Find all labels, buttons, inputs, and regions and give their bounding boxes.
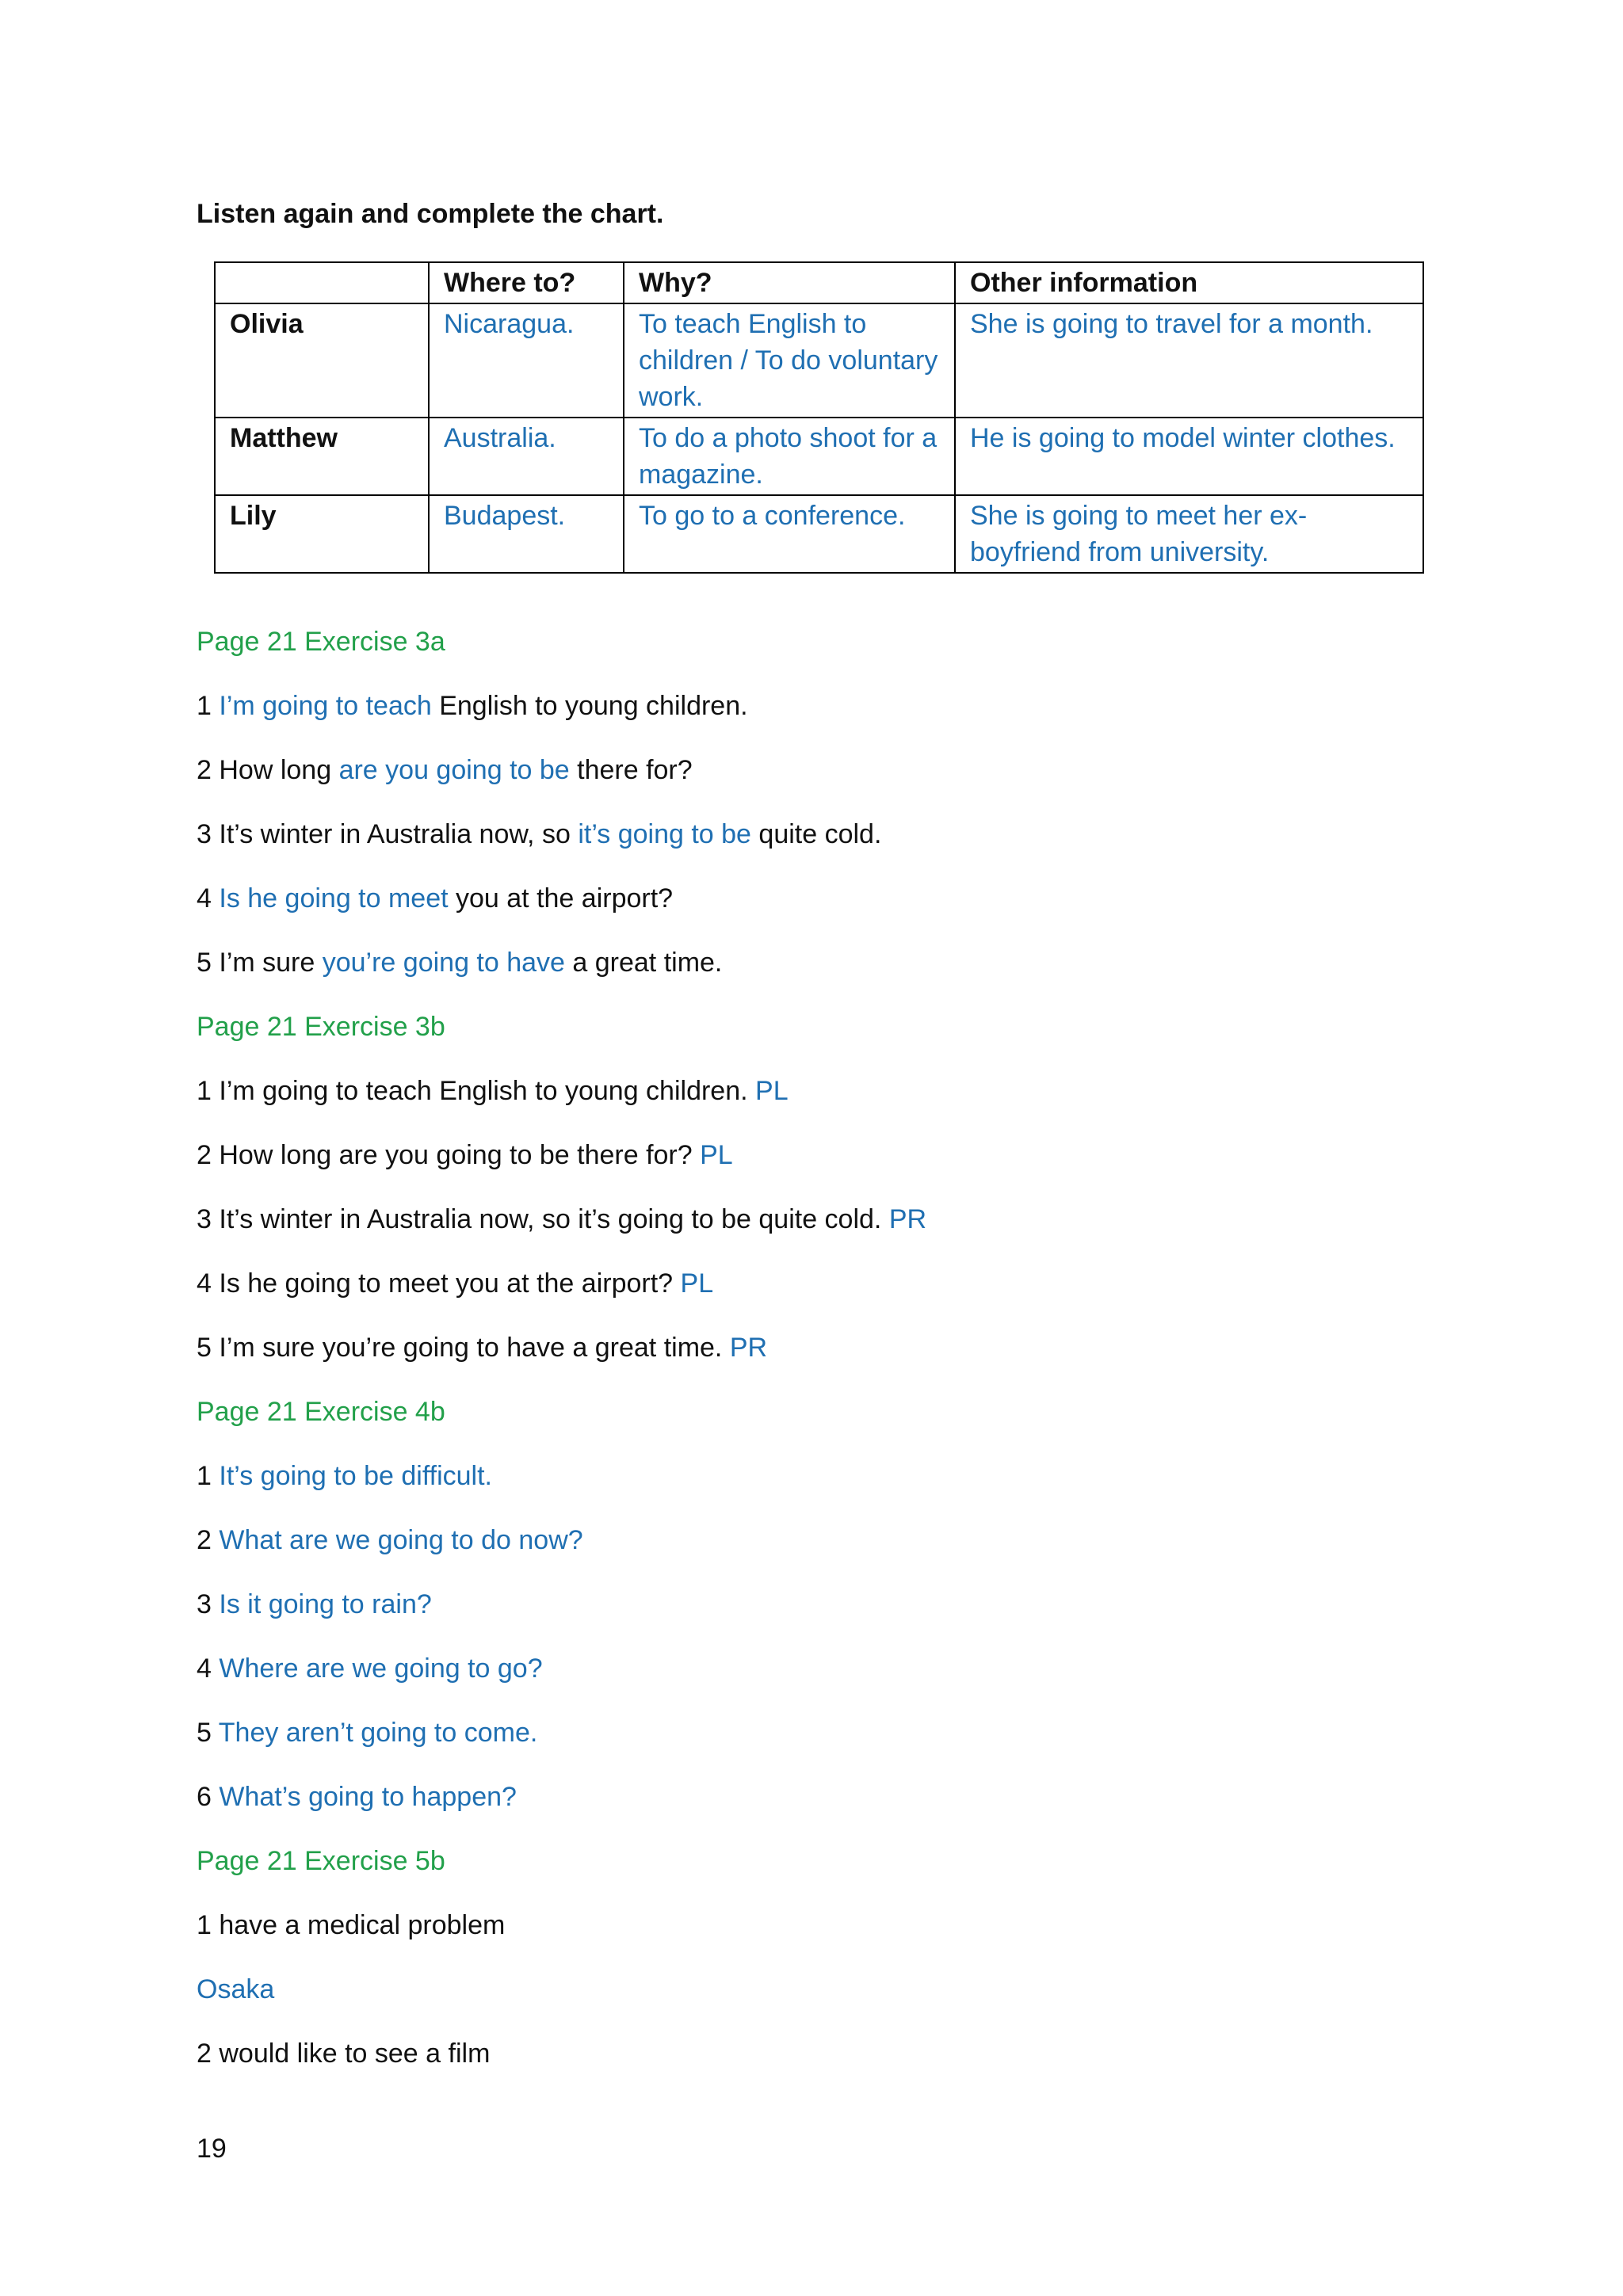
chart-cell-name: Lily	[215, 495, 429, 573]
answer-chart	[214, 261, 1424, 574]
item-number: 4	[197, 883, 212, 913]
instruction-heading: Listen again and complete the chart.	[197, 199, 664, 229]
exercise-item	[197, 1329, 767, 1367]
item-number: 4	[197, 1653, 212, 1684]
item-number: 2	[197, 1140, 212, 1170]
chart-cell-other: She is going to meet her ex-boyfriend from university.	[955, 495, 1423, 573]
document-page	[197, 195, 1449, 2069]
exercise-item	[197, 1136, 733, 1174]
item-number: 1	[197, 1461, 212, 1491]
chart-row-lily	[215, 495, 1423, 573]
item-answer: PR	[729, 1333, 768, 1363]
item-answer: Where are we going to go?	[219, 1653, 543, 1684]
item-answer: It’s going to be difficult.	[219, 1461, 493, 1491]
exercise-item	[197, 751, 693, 789]
chart-header-row	[215, 262, 1423, 303]
item-text: Is he going to meet you at the airport?	[219, 1268, 674, 1299]
item-answer: What are we going to do now?	[219, 1525, 583, 1555]
chart-cell-other: He is going to model winter clothes.	[955, 418, 1423, 495]
exercise-item	[197, 1585, 432, 1623]
item-answer: PR	[888, 1204, 927, 1234]
exercise-item	[197, 1714, 537, 1752]
exercise-heading: Page 21 Exercise 5b	[197, 1846, 445, 1876]
item-answer: What’s going to happen?	[219, 1782, 517, 1812]
item-answer: Is he going to meet	[219, 883, 449, 913]
exercise-item	[197, 944, 722, 982]
item-number: 4	[197, 1268, 212, 1299]
chart-cell-why: To teach English to children / To do voluntary work.	[624, 303, 955, 418]
item-number: 1	[197, 1076, 212, 1106]
item-number: 1	[197, 691, 212, 721]
item-text: I’m sure you’re going to have a great time.	[219, 1333, 723, 1363]
exercise-item	[197, 1778, 517, 1816]
item-answer: PL	[755, 1076, 789, 1106]
chart-row-matthew	[215, 418, 1423, 495]
exercise-heading: Page 21 Exercise 3a	[197, 627, 445, 657]
exercise-item	[197, 1072, 789, 1110]
item-answer: I’m going to teach	[219, 691, 432, 721]
chart-header-where: Where to?	[429, 262, 624, 303]
exercise-item	[197, 815, 881, 853]
item-text: English to young children.	[431, 691, 748, 721]
chart-cell-where: Budapest.	[429, 495, 624, 573]
exercise-item: 2 would like to see a film	[197, 2039, 491, 2069]
item-number: 2	[197, 755, 212, 785]
chart-cell-name: Matthew	[215, 418, 429, 495]
item-answer: PL	[700, 1140, 733, 1170]
exercise-item	[197, 1521, 583, 1559]
item-answer: Is it going to rain?	[219, 1589, 432, 1619]
item-answer: They aren’t going to come.	[218, 1718, 538, 1748]
item-number: 5	[197, 1333, 212, 1363]
chart-header-blank	[215, 262, 429, 303]
item-answer: you’re going to have	[322, 948, 565, 978]
chart-cell-where: Australia.	[429, 418, 624, 495]
exercise-item	[197, 1264, 713, 1302]
chart-header-why: Why?	[624, 262, 955, 303]
item-text: It’s winter in Australia now, so	[219, 819, 579, 849]
chart-header-other: Other information	[955, 262, 1423, 303]
item-text: How long	[219, 755, 339, 785]
item-text: there for?	[569, 755, 693, 785]
exercise-answer: Osaka	[197, 1974, 275, 2004]
item-text: How long are you going to be there for?	[219, 1140, 693, 1170]
chart-cell-why: To go to a conference.	[624, 495, 955, 573]
chart-cell-other: She is going to travel for a month.	[955, 303, 1423, 418]
chart-row-olivia	[215, 303, 1423, 418]
item-number: 3	[197, 819, 212, 849]
item-number: 3	[197, 1204, 212, 1234]
exercise-item	[197, 1200, 926, 1238]
exercise-item	[197, 1650, 543, 1688]
item-text: a great time.	[564, 948, 723, 978]
item-number: 2	[197, 1525, 212, 1555]
item-text: you at the airport?	[448, 883, 674, 913]
item-text: I’m sure	[219, 948, 323, 978]
item-number: 6	[197, 1782, 212, 1812]
item-text: It’s winter in Australia now, so it’s going to be quite cold.	[219, 1204, 882, 1234]
item-text: I’m going to teach English to young children.	[219, 1076, 748, 1106]
chart-cell-name: Olivia	[215, 303, 429, 418]
exercise-heading: Page 21 Exercise 4b	[197, 1397, 445, 1427]
chart-cell-why: To do a photo shoot for a magazine.	[624, 418, 955, 495]
item-number: 5	[197, 948, 212, 978]
exercise-item	[197, 879, 673, 917]
exercise-heading: Page 21 Exercise 3b	[197, 1012, 445, 1042]
page-number: 19	[197, 2134, 227, 2164]
item-number: 3	[197, 1589, 212, 1619]
exercise-item	[197, 1457, 492, 1495]
item-text: quite cold.	[750, 819, 882, 849]
item-answer: are you going to be	[338, 755, 570, 785]
exercise-item: 1 have a medical problem	[197, 1910, 506, 1940]
item-number: 5	[197, 1718, 212, 1748]
chart-cell-where: Nicaragua.	[429, 303, 624, 418]
item-answer: PL	[680, 1268, 714, 1299]
item-answer: it’s going to be	[578, 819, 751, 849]
exercise-item	[197, 687, 748, 725]
